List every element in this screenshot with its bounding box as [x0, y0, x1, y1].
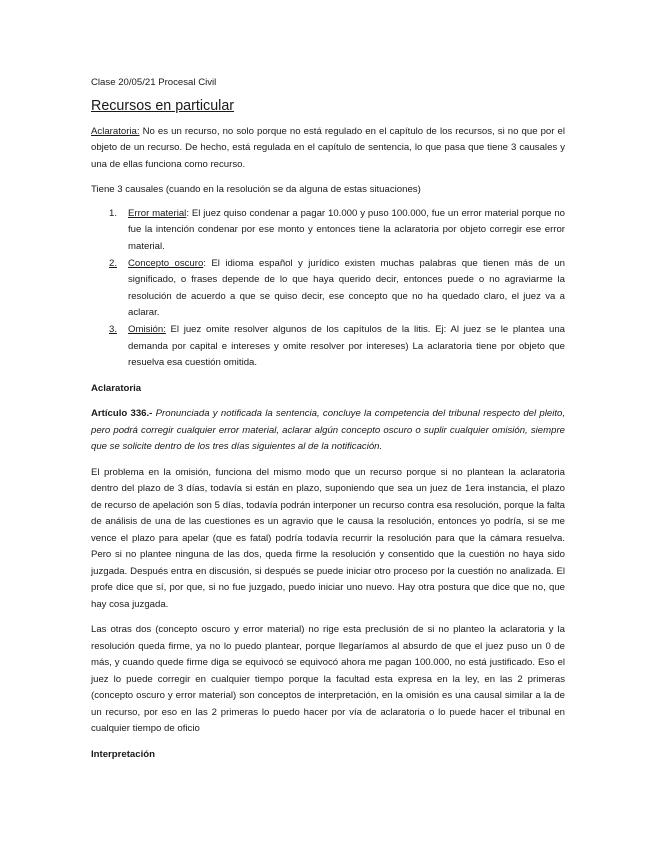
article-text: Pronunciada y notificada la sentencia, concluye la competencia del tribunal respecto del pleito, pero podrá corregir cualquier error material, aclarar algún concepto oscuro o suplir cualquier omisión, siempre que se solicite dentro de los tres días siguientes al de la notificación. [91, 408, 565, 452]
list-item-text: El juez omite resolver algunos de los capítulos de la litis. Ej: Al juez se le plantea una demanda por capital e intereses y omite resolver por intereses) La aclaratoria tiene por objeto que resuelva esa cuestión omitida. [128, 324, 565, 368]
list-number: 3. [109, 324, 118, 335]
list-item [91, 206, 565, 256]
list-number: 1. [109, 207, 118, 219]
causales-list [91, 206, 565, 372]
document-page [91, 75, 565, 763]
course-header: Clase 20/05/21 Procesal Civil [91, 77, 217, 88]
intro-text: No es un recurso, no solo porque no está regulado en el capítulo de los recursos, si no que por el objeto de un recurso. De hecho, está regulada en el capítulo de sentencia, lo que pasa que tiene 3 causales y una de ellas funciona como recurso. [91, 125, 565, 170]
list-number: 2. [109, 257, 118, 269]
list-item-text: : El juez quiso condenar a pagar 10.000 y puso 100.000, fue un error material porque no fue la intención condenar por ese monto y entonces tiene la aclaratoria por objeto corregir ese error material. [128, 207, 565, 252]
list-item-text: : El idioma español y jurídico existen muchas palabras que tienen más de un significado, o frases depende de lo que haya querido decir, entonces puede o no agraviarme la resolución de acuerdo a que se quiso decir, ese concepto que no ha quedado claro, el juez va a aclarar. [128, 257, 566, 318]
article-label: Artículo 336.- [91, 408, 153, 419]
list-item-label: Error material [128, 207, 187, 219]
section-heading-interpretacion: Interpretación [91, 748, 155, 760]
list-item-label: Omisión: [128, 324, 166, 335]
list-item-label: Concepto oscuro [128, 257, 204, 269]
body-paragraph-2: Las otras dos (concepto oscuro y error material) no rige esta preclusión de si no planteo la aclaratoria y la resolución queda firme, ya no lo puedo plantear, porque llegaríamos al absurdo de que el juez puso un 0 de más, y cuando quede firme diga se equivocó se equivocó ahora me pagan 100.000, no está justificado. Eso el juez lo puede corregir en cualquier tiempo porque la facultad esta expresa en la ley, en las 2 primeras (concepto oscuro y error material) son conceptos de interpretación, en la omisión es una causal similar a la de un recurso, por eso en las 2 primeras lo puedo hacer por vía de aclaratoria o lo puede hacer el tribunal en cualquier tiempo de oficio [91, 624, 565, 734]
page-title: Recursos en particular [91, 97, 235, 114]
causales-intro: Tiene 3 causales (cuando en la resolución se da alguna de estas situaciones) [91, 184, 421, 195]
body-paragraph-1: El problema en la omisión, funciona del mismo modo que un recurso porque si no plantean la aclaratoria dentro del plazo de 3 días, todavía si están en plazo, suponiendo que sea un juez de 1era instancia, el plazo de recurso de apelación son 5 días, todavía podrán interponer un recurso contra esa resolución, porque la falta de análisis de una de las cuestiones es un agravio que le causa la resolución, entonces yo podría, si se me vence el plazo para apelar (que es fatal) podría todavía recurrir la resolución para que la cámara resuelva. Pero si no plantee ninguna de las dos, queda firme la resolución y consentido que la cuestión no haya sido juzgada. Después entra en discusión, si después se puede iniciar otro proceso por la cuestión no analizada. El profe dice que sí, por que, si no fue juzgado, puedo iniciar uno nuevo. Hay otra postura que dice que no, que hay cosa juzgada. [91, 466, 565, 610]
intro-paragraph [91, 124, 565, 174]
section-heading-aclaratoria: Aclaratoria [91, 382, 142, 394]
list-item [91, 322, 565, 372]
article-paragraph [91, 406, 565, 456]
intro-label: Aclaratoria: [91, 125, 140, 137]
list-item [91, 256, 565, 322]
